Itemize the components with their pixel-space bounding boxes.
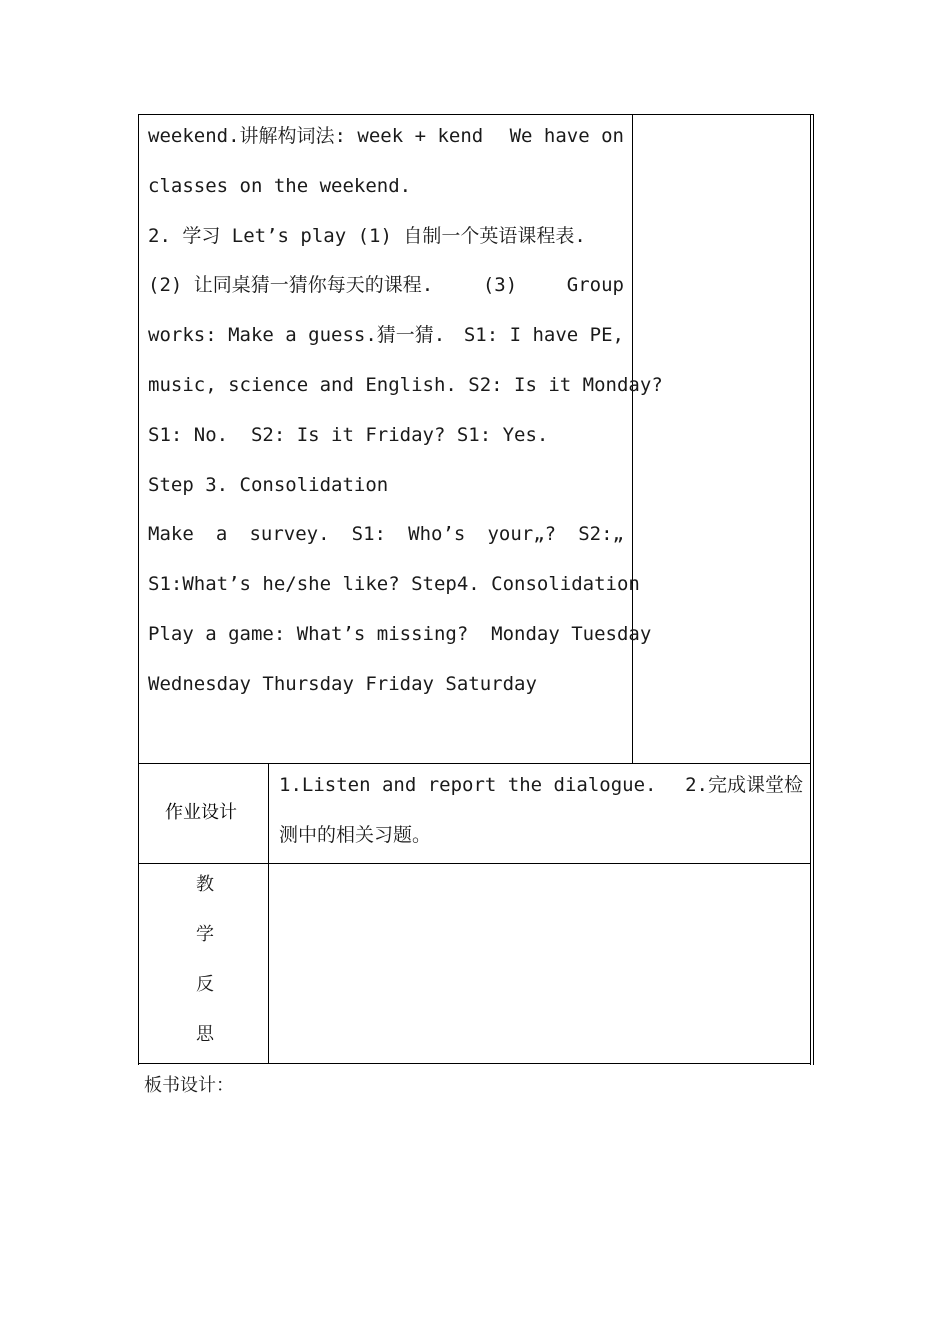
process-line <box>148 361 663 411</box>
text-segment: Make <box>148 523 194 546</box>
process-line <box>148 162 624 212</box>
text-segment: 1.Listen and report the dialogue. <box>279 774 657 796</box>
text-segment: S1: No. S2: Is it Friday? S1: Yes. <box>148 423 549 446</box>
reflection-label <box>194 865 216 1065</box>
reflection-char: 思 <box>196 1024 214 1045</box>
text-segment: a <box>215 523 228 546</box>
process-line <box>148 510 624 560</box>
text-segment: works: Make a guess.猜一猜. <box>148 324 446 347</box>
text-segment: S1:What’s he/she like? Step4. Consolidation <box>148 573 640 596</box>
text-segment: 2.完成课堂检 <box>685 774 803 796</box>
process-line <box>148 311 624 361</box>
homework-line <box>279 810 803 860</box>
table-right-border <box>810 114 811 1065</box>
process-line <box>148 660 624 710</box>
process-column-divider <box>632 114 633 764</box>
process-line <box>148 261 624 311</box>
process-line <box>148 610 652 660</box>
label-column-divider <box>268 763 269 1064</box>
text-segment: Who’s <box>408 523 466 546</box>
text-segment: S2:„ <box>578 523 624 546</box>
text-segment: 2. 学习 Let’s play (1) 自制一个英语课程表. <box>148 224 586 247</box>
board-design-label: 板书设计： <box>144 1075 234 1096</box>
text-segment: Group <box>566 274 624 297</box>
text-segment: Wednesday Thursday Friday Saturday <box>148 672 537 695</box>
homework-text <box>279 760 803 860</box>
reflection-char: 教 <box>196 874 214 895</box>
text-segment: S1: <box>351 523 386 546</box>
process-line <box>148 112 624 162</box>
table-bottom-border <box>138 1063 811 1064</box>
row-divider-reflection-top <box>138 863 811 864</box>
text-segment: (3) <box>482 274 518 297</box>
process-line <box>148 411 624 461</box>
process-line <box>148 461 624 511</box>
text-segment: your„? <box>487 523 557 546</box>
process-line <box>148 560 640 610</box>
homework-line <box>279 760 803 810</box>
table-left-border <box>138 114 139 1065</box>
homework-label: 作业设计 <box>165 802 237 823</box>
reflection-char: 反 <box>196 974 214 995</box>
text-segment: 测中的相关习题。 <box>279 824 432 846</box>
text-segment: Step 3. Consolidation <box>148 473 389 496</box>
process-line <box>148 212 624 262</box>
text-segment: Play a game: What’s missing? Monday Tuesday <box>148 622 652 645</box>
text-segment: classes on the weekend. <box>148 174 412 197</box>
reflection-char: 学 <box>196 924 214 945</box>
text-segment: (2) 让同桌猜一猜你每天的课程. <box>148 274 434 297</box>
text-segment: survey. <box>249 523 330 546</box>
text-segment: S1: I have PE, <box>463 324 624 347</box>
text-segment: We have on <box>509 125 624 147</box>
text-segment: music, science and English. S2: Is it Monday? <box>148 373 663 396</box>
table-right-border-double <box>813 114 814 1065</box>
text-segment: weekend.讲解构词法: week + kend <box>148 125 484 147</box>
teaching-process-text <box>148 112 663 710</box>
